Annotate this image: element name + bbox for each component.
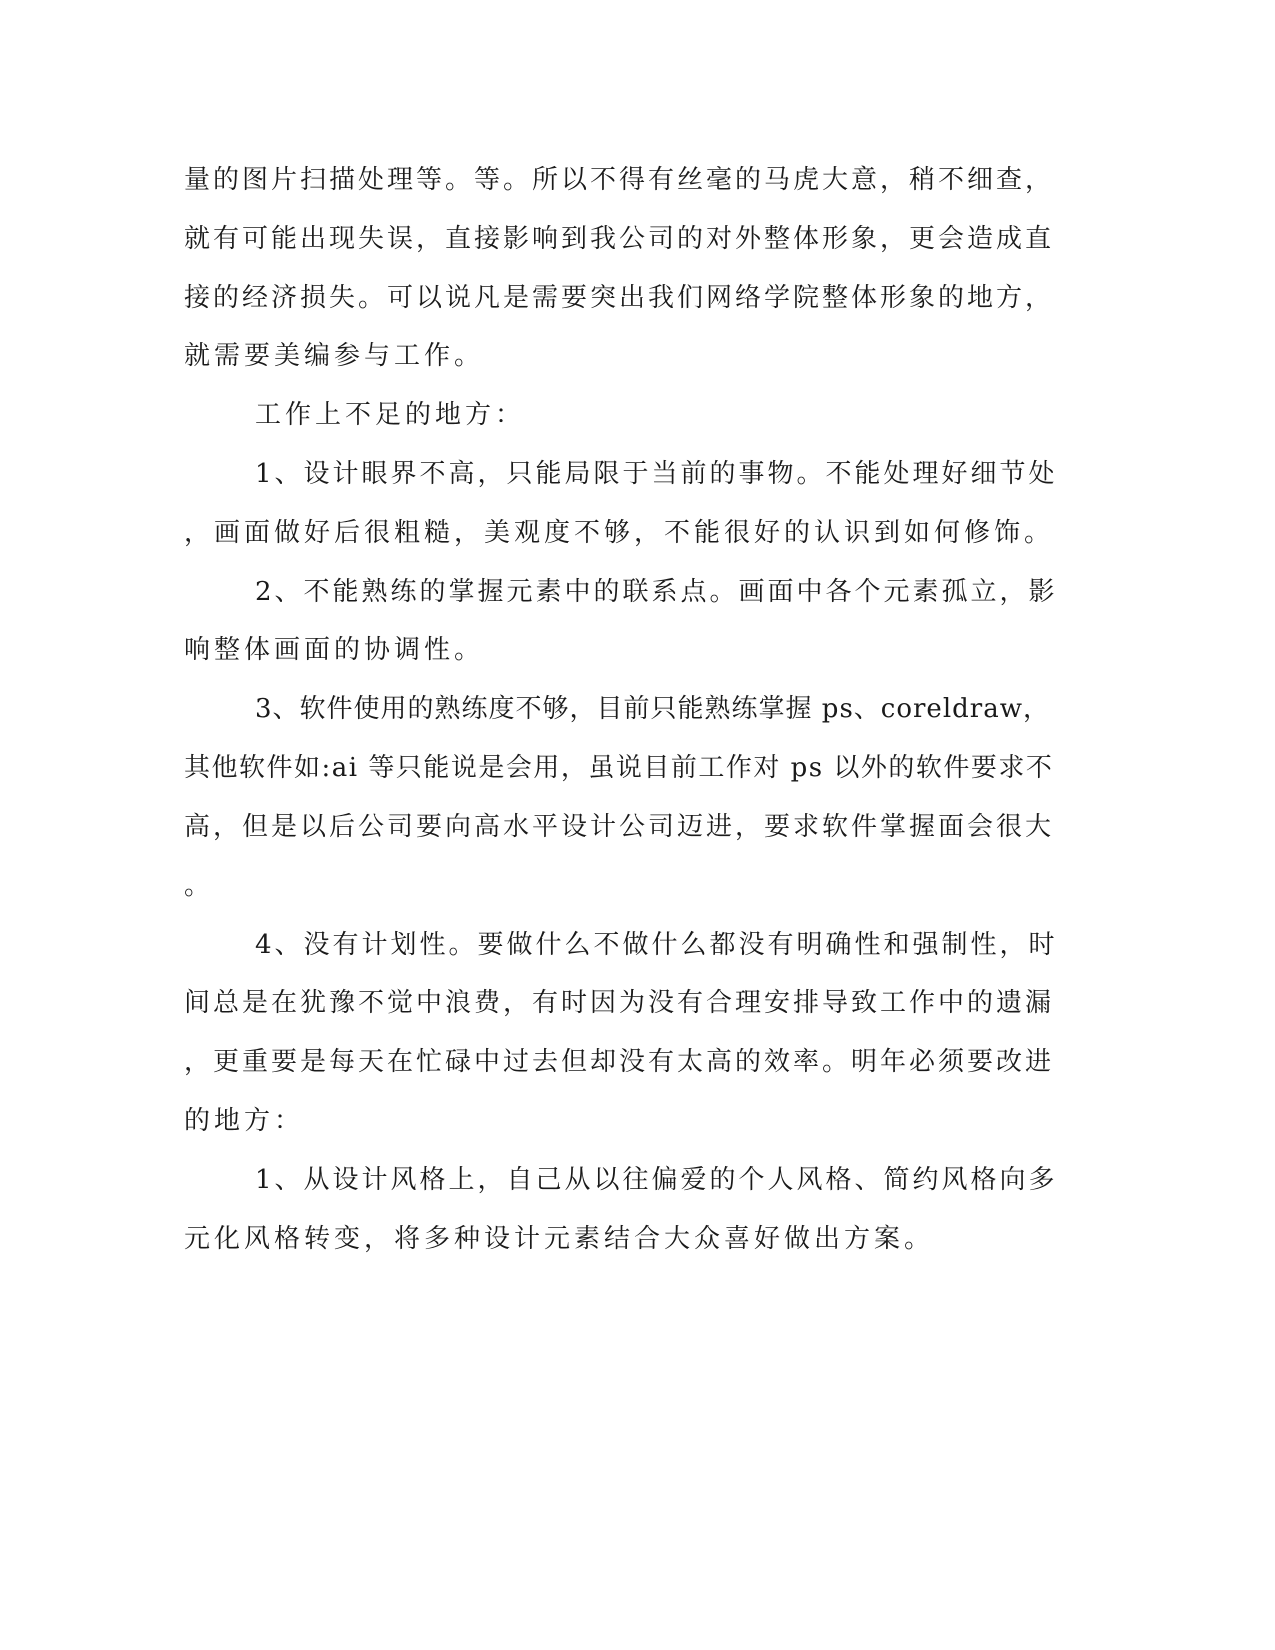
text-line: 响整体画面的协调性。 [184, 635, 485, 665]
text-line: 元化风格转变，将多种设计元素结合大众喜好做出方案。 [184, 1224, 935, 1254]
text-line: 的地方： [184, 1106, 305, 1136]
text-line: 4、没有计划性。要做什么不做什么都没有明确性和强制性，时 [255, 930, 1058, 960]
text-line: 2、不能熟练的掌握元素中的联系点。画面中各个元素孤立，影 [255, 577, 1058, 607]
text-line: 接的经济损失。可以说凡是需要突出我们网络学院整体形象的地方， [184, 283, 1055, 313]
text-line: ，更重要是每天在忙碌中过去但却没有太高的效率。明年必须要改进 [184, 1047, 1055, 1077]
text-line: 就需要美编参与工作。 [184, 341, 485, 371]
text-line: 其他软件如:ai 等只能说是会用，虽说目前工作对 ps 以外的软件要求不 [184, 753, 1054, 783]
text-line: 高，但是以后公司要向高水平设计公司迈进，要求软件掌握面会很大 [184, 812, 1055, 842]
section-heading: 工作上不足的地方： [255, 400, 526, 430]
text-line: 3、软件使用的熟练度不够，目前只能熟练掌握 ps、coreldraw， [255, 694, 1050, 724]
text-line: 。 [184, 871, 215, 901]
text-line: ，画面做好后很粗糙，美观度不够，不能很好的认识到如何修饰。 [184, 518, 1055, 548]
text-line: 间总是在犹豫不觉中浪费，有时因为没有合理安排导致工作中的遗漏 [184, 988, 1055, 1018]
text-line: 量的图片扫描处理等。等。所以不得有丝毫的马虎大意，稍不细查， [184, 165, 1055, 195]
text-line: 就有可能出现失误，直接影响到我公司的对外整体形象，更会造成直 [184, 224, 1055, 254]
text-line: 1、设计眼界不高，只能局限于当前的事物。不能处理好细节处 [255, 459, 1058, 489]
text-line: 1、从设计风格上，自己从以往偏爱的个人风格、简约风格向多 [255, 1165, 1058, 1195]
